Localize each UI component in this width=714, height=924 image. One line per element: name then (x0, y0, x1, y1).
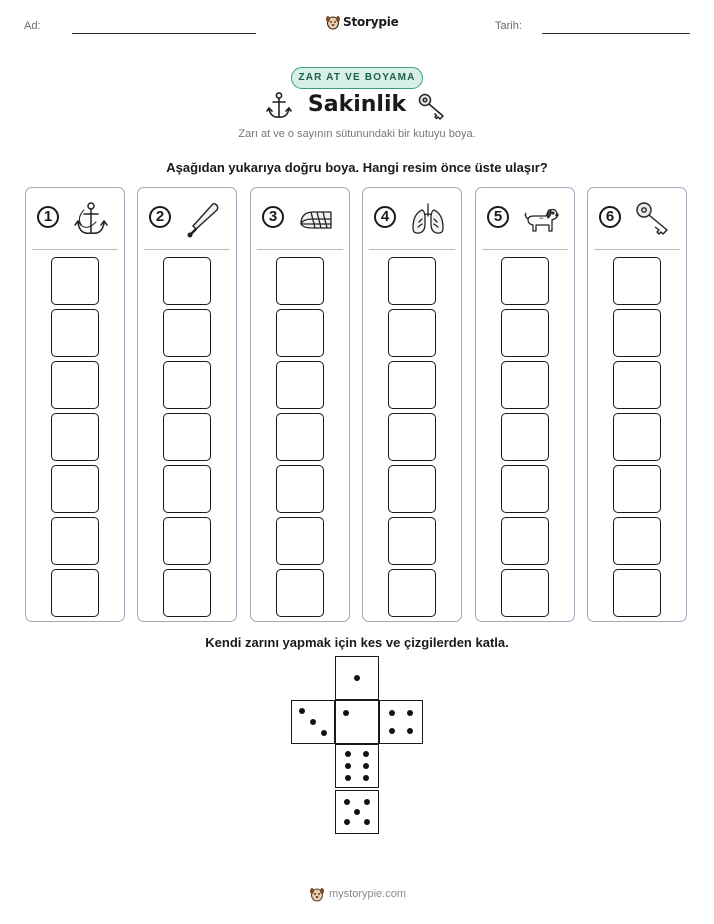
color-box[interactable] (163, 309, 211, 357)
dice-column-6 (587, 187, 687, 622)
column-number: 2 (149, 206, 171, 228)
color-box[interactable] (163, 361, 211, 409)
mascot-dog-icon (309, 886, 325, 902)
color-box[interactable] (276, 309, 324, 357)
die-face-4 (379, 700, 423, 744)
color-box[interactable] (163, 257, 211, 305)
dice-column-4 (362, 187, 462, 622)
die-pip (354, 675, 360, 681)
page-subtitle: Zarı at ve o sayının sütunundaki bir kutuyu boya. (238, 128, 476, 140)
color-box[interactable] (388, 465, 436, 513)
column-divider (32, 249, 118, 250)
color-box[interactable] (613, 257, 661, 305)
color-box[interactable] (276, 361, 324, 409)
color-box[interactable] (388, 413, 436, 461)
color-box[interactable] (276, 413, 324, 461)
name-label: Ad: (24, 20, 41, 32)
brand-name: Storypie (343, 15, 399, 29)
column-number: 3 (262, 206, 284, 228)
footer-website[interactable]: mystorypie.com (329, 888, 407, 900)
dice-column-5 (475, 187, 575, 622)
die-face-1 (335, 656, 379, 700)
column-divider (144, 249, 230, 250)
color-box[interactable] (51, 309, 99, 357)
column-divider (257, 249, 343, 250)
color-box[interactable] (501, 309, 549, 357)
color-box[interactable] (388, 569, 436, 617)
die-pip (364, 819, 370, 825)
die-pip (345, 751, 351, 757)
die-pip (389, 710, 395, 716)
column-divider (482, 249, 568, 250)
color-box[interactable] (276, 465, 324, 513)
column-divider (594, 249, 680, 250)
color-box[interactable] (388, 361, 436, 409)
color-box[interactable] (163, 517, 211, 565)
dice-column-2 (137, 187, 237, 622)
lungs-icon (409, 200, 447, 238)
color-box[interactable] (501, 413, 549, 461)
column-number: 1 (37, 206, 59, 228)
coloring-instruction: Aşağıdan yukarıya doğru boya. Hangi resim önce üste ulaşır? (166, 160, 548, 175)
die-pip (363, 775, 369, 781)
color-box[interactable] (613, 517, 661, 565)
key-icon (634, 200, 672, 238)
color-box[interactable] (501, 257, 549, 305)
color-box[interactable] (388, 309, 436, 357)
footer (309, 886, 406, 902)
dice-column-3 (250, 187, 350, 622)
folded-blanket-icon (297, 200, 335, 238)
die-face-6 (335, 744, 379, 788)
die-pip (345, 763, 351, 769)
activity-badge: ZAR AT VE BOYAMA (291, 67, 423, 89)
color-box[interactable] (613, 465, 661, 513)
die-pip (321, 730, 327, 736)
color-box[interactable] (163, 569, 211, 617)
die-pip (364, 799, 370, 805)
color-box[interactable] (613, 309, 661, 357)
die-pip (344, 799, 350, 805)
die-pip (407, 728, 413, 734)
name-input-line[interactable] (72, 33, 256, 34)
color-box[interactable] (163, 413, 211, 461)
die-pip (363, 763, 369, 769)
die-pip (389, 728, 395, 734)
die-face-1 (335, 700, 379, 744)
color-box[interactable] (51, 517, 99, 565)
color-box[interactable] (501, 569, 549, 617)
color-box[interactable] (388, 257, 436, 305)
color-box[interactable] (51, 465, 99, 513)
color-box[interactable] (51, 361, 99, 409)
die-pip (310, 719, 316, 725)
die-pip (299, 708, 305, 714)
color-box[interactable] (613, 361, 661, 409)
color-box[interactable] (613, 569, 661, 617)
color-box[interactable] (501, 361, 549, 409)
color-box[interactable] (388, 517, 436, 565)
color-box[interactable] (51, 257, 99, 305)
color-box[interactable] (276, 569, 324, 617)
date-input-line[interactable] (542, 33, 690, 34)
die-pip (345, 775, 351, 781)
color-box[interactable] (501, 465, 549, 513)
column-divider (369, 249, 455, 250)
color-box[interactable] (276, 257, 324, 305)
die-pip (344, 819, 350, 825)
column-number: 6 (599, 206, 621, 228)
color-box[interactable] (276, 517, 324, 565)
color-box[interactable] (163, 465, 211, 513)
mascot-dog-icon (326, 14, 340, 30)
die-pip (343, 710, 349, 716)
die-pip (363, 751, 369, 757)
anchor-icon (72, 200, 110, 238)
page-title: Sakinlik (307, 92, 407, 117)
die-face-5 (335, 790, 379, 834)
anchor-icon (265, 91, 293, 121)
die-pip (407, 710, 413, 716)
dice-net-instruction: Kendi zarını yapmak için kes ve çizgilerden katla. (205, 635, 509, 650)
color-box[interactable] (613, 413, 661, 461)
brand-logo (326, 14, 399, 30)
puppy-icon (522, 200, 560, 238)
key-icon (418, 93, 448, 121)
column-number: 4 (374, 206, 396, 228)
die-pip (354, 809, 360, 815)
baseball-bat-icon (184, 200, 222, 238)
die-face-3 (291, 700, 335, 744)
dice-column-1 (25, 187, 125, 622)
color-box[interactable] (51, 569, 99, 617)
color-box[interactable] (51, 413, 99, 461)
date-label: Tarih: (495, 20, 522, 32)
color-box[interactable] (501, 517, 549, 565)
column-number: 5 (487, 206, 509, 228)
